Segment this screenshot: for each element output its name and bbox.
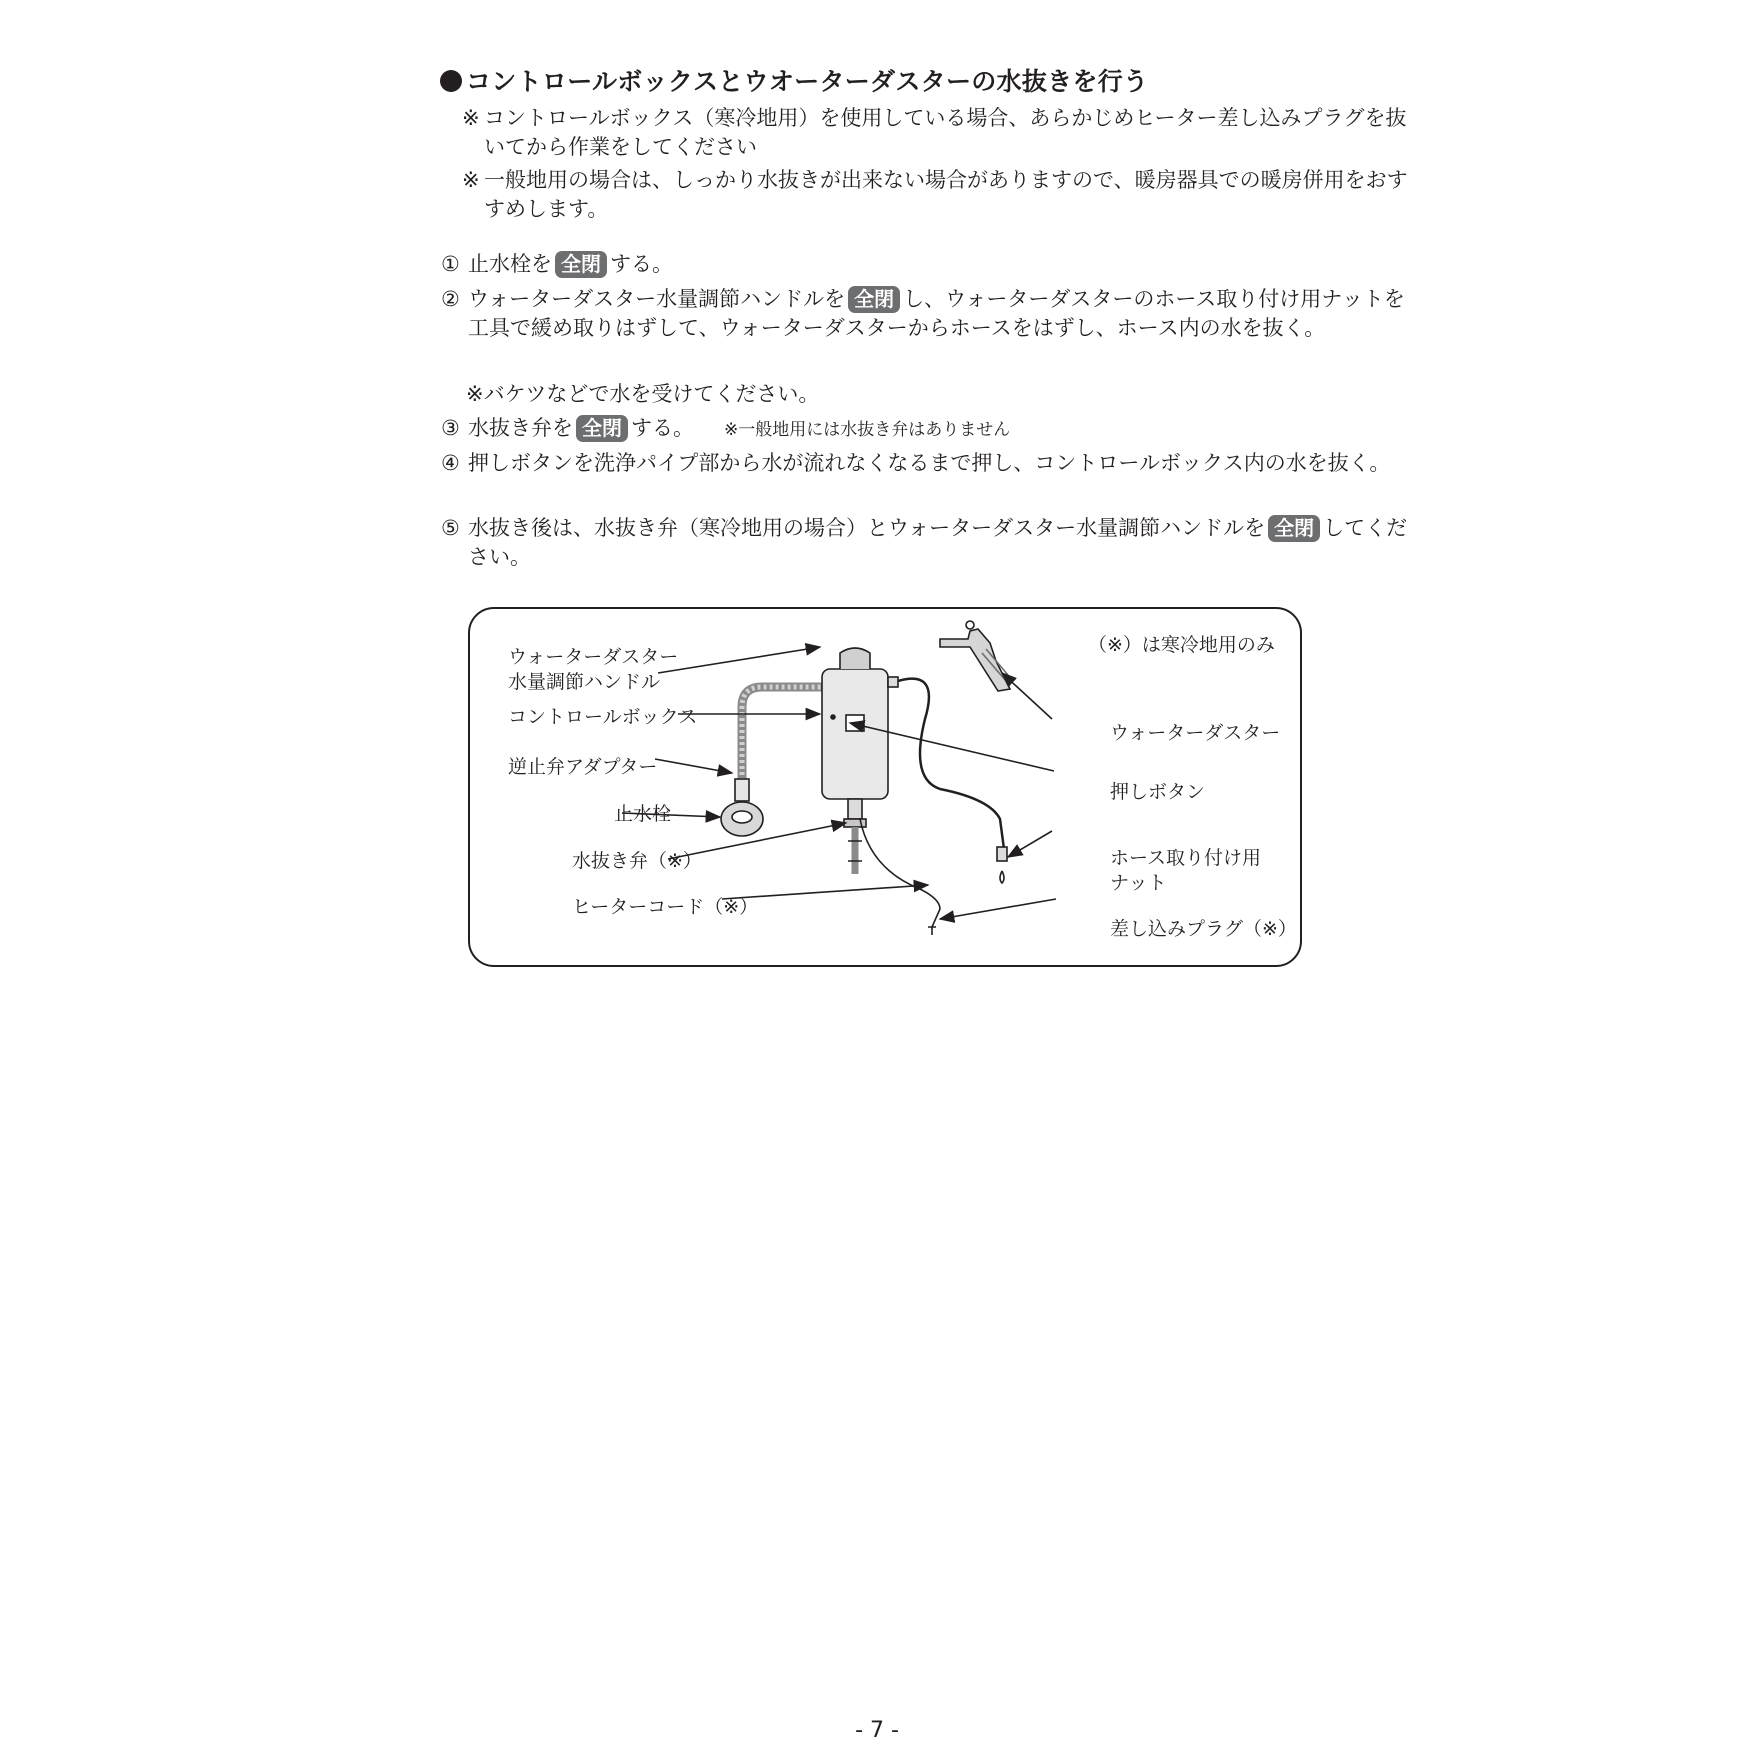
drain-valve-shape [848, 799, 862, 819]
label-control-box: コントロールボックス [508, 706, 698, 728]
heater-cord [860, 819, 940, 927]
label-hose-nut-line1: ホース取り付け用 [1110, 847, 1262, 869]
step-small-note: ※一般地用には水抜き弁はありません [724, 420, 1011, 440]
step-text: してください。 [468, 516, 1408, 569]
step-text: する。 [631, 416, 694, 440]
label-stop-valve: 止水栓 [614, 803, 672, 825]
step-text: し、ウォーターダスターのホース取り付け用ナットを工具で緩め取りはずして、ウォーターダスターからホースをはずし、ホース内の水を抜く。 [468, 287, 1405, 340]
label-heater-cord: ヒーターコード（※） [572, 896, 759, 918]
step-3 [441, 414, 1422, 445]
step-text: ウォーターダスター水量調節ハンドルを [468, 287, 846, 311]
note-text: コントロールボックス（寒冷地用）を使用している場合、あらかじめヒーター差し込みプラグを抜いてから作業をしてください [484, 106, 1407, 159]
label-plug: 差し込みプラグ（※） [1110, 918, 1297, 940]
note-mark: ※ [462, 106, 480, 130]
section-heading-text: コントロールボックスとウオーターダスターの水抜きを行う [466, 67, 1149, 96]
label-check-valve-adapter: 逆止弁アダプター [508, 756, 658, 778]
note-text: 一般地用の場合は、しっかり水抜きが出来ない場合がありますので、暖房器具での暖房併用をおすすめします。 [484, 168, 1408, 221]
note-general-region [462, 166, 1422, 224]
control-box-shape [822, 669, 888, 799]
step-number: ③ [441, 416, 460, 440]
handle-shape [840, 648, 870, 669]
fully-closed-badge: 全閉 [848, 286, 900, 313]
page-number: - 7 - [855, 1718, 899, 1743]
label-water-duster: ウォーターダスター [1110, 722, 1281, 744]
label-cold-region-only: （※）は寒冷地用のみ [1088, 634, 1275, 656]
label-hose-nut-line2: ナット [1110, 872, 1167, 894]
step-1 [441, 250, 1422, 279]
hose [898, 679, 1004, 849]
note-mark: ※ [462, 168, 480, 192]
bullet-icon [440, 70, 462, 92]
step-number: ④ [441, 451, 460, 475]
push-button-shape [846, 715, 864, 731]
installation-diagram [468, 607, 1302, 967]
step-text: 止水栓を [468, 252, 552, 276]
hose-nut-shape [997, 847, 1007, 861]
step-number: ⑤ [441, 516, 460, 540]
step-number: ① [441, 252, 460, 276]
section-heading [440, 62, 1148, 98]
step-2 [441, 285, 1422, 343]
label-push-button: 押しボタン [1110, 781, 1206, 803]
step-number: ② [441, 287, 460, 311]
fully-closed-badge: 全閉 [1268, 515, 1320, 542]
step-4 [441, 449, 1422, 478]
check-valve-adapter-shape [735, 779, 749, 801]
bucket-note: ※バケツなどで水を受けてください。 [466, 382, 820, 406]
fully-closed-badge: 全閉 [555, 251, 607, 278]
step-text: する。 [610, 252, 673, 276]
label-drain-valve: 水抜き弁（※） [572, 850, 702, 872]
label-handle-line1: ウォーターダスター [508, 646, 679, 668]
fully-closed-badge: 全閉 [576, 415, 628, 442]
water-duster-shape [940, 621, 1010, 691]
step-text: 水抜き弁を [468, 416, 573, 440]
step-5 [441, 514, 1422, 572]
step-text: 押しボタンを洗浄パイプ部から水が流れなくなるまで押し、コントロールボックス内の水を抜く。 [468, 451, 1391, 475]
label-handle-line2: 水量調節ハンドル [508, 671, 661, 693]
supply-pipe [742, 687, 822, 787]
step-text: 水抜き後は、水抜き弁（寒冷地用の場合）とウォーターダスター水量調節ハンドルを [468, 516, 1266, 540]
note-cold-region [462, 104, 1422, 162]
